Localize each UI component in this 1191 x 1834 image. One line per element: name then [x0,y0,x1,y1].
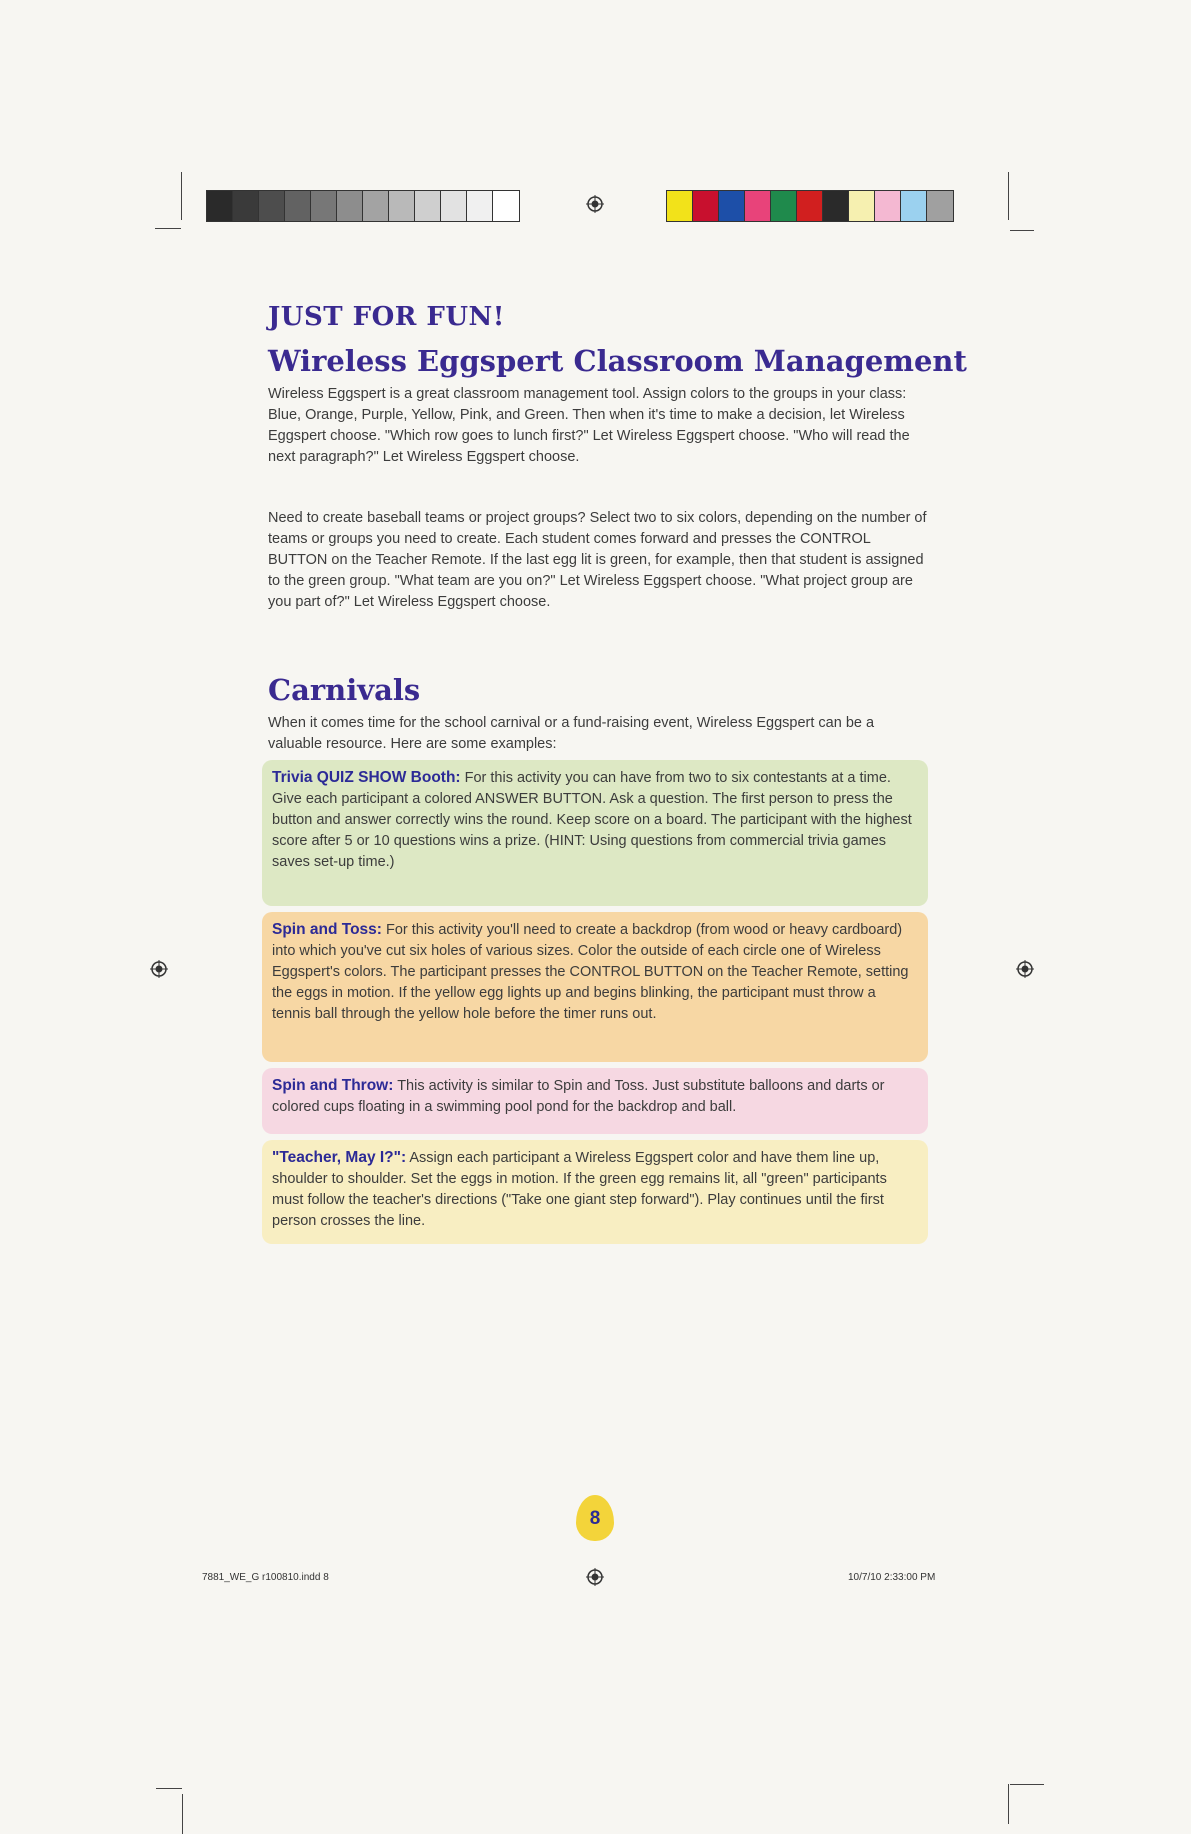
gray-swatch [285,191,311,221]
gray-swatch [415,191,441,221]
crop-mark [1008,172,1009,220]
activity-spin-and-throw [262,1068,928,1134]
activity-text: Assign each participant a Wireless Eggspert color and have them line up, shoulder to shoulder. Set the eggs in motion. If the green egg remains lit, all "green" participants must follow the teacher's directions ("Take one giant step forward"). Play continues until the first person crosses the line. [272,1150,887,1229]
crop-mark [156,1788,182,1789]
color-swatch [823,191,849,221]
color-swatch [667,191,693,221]
registration-target-icon [586,1568,604,1586]
color-swatch [719,191,745,221]
registration-target-icon [1016,960,1034,978]
crop-mark [1010,1784,1044,1785]
activity-text: For this activity you can have from two to six contestants at a time. Give each participant a colored ANSWER BUTTON. Ask a question. The first person to press the button and answer correctly wins the round. Keep score on a board. The participant with the highest score after 5 or 10 questions wins a prize. (HINT: Using questions from commercial trivia games saves set-up time.) [272,770,912,870]
activity-spin-and-toss [262,912,928,1062]
activity-text: For this activity you'll need to create a backdrop (from wood or heavy cardboard) into which you've cut six holes of various sizes. Color the outside of each circle one of Wireless Eggspert's colors. The participant presses the CONTROL BUTTON on the Teacher Remote, setting the eggs in motion. If the yellow egg lights up and begins blinking, the participant must throw a tennis ball through the yellow hole before the timer runs out. [272,922,909,1022]
crop-mark [155,228,181,229]
footer-filename: 7881_WE_G r100810.indd 8 [202,1572,329,1583]
gray-swatch [311,191,337,221]
activity-trivia-quiz-show [262,760,928,906]
gray-swatch [259,191,285,221]
activity-title: Spin and Toss: [272,921,382,938]
color-swatch [693,191,719,221]
gray-swatch [467,191,493,221]
carnivals-intro: When it comes time for the school carnival or a fund-raising event, Wireless Eggspert can be a valuable resource. Here are some examples: [268,715,875,752]
registration-target-icon [586,195,604,213]
registration-target-icon [150,960,168,978]
section-heading-classroom: Wireless Eggspert Classroom Management [268,344,967,378]
crop-mark [1008,1784,1009,1824]
color-swatch [745,191,771,221]
gray-swatch [389,191,415,221]
activity-title: "Teacher, May I?": [272,1149,407,1166]
color-swatch [771,191,797,221]
gray-swatch [441,191,467,221]
gray-swatch [233,191,259,221]
color-swatch [927,191,953,221]
color-bar [666,190,954,222]
section-heading-carnivals: Carnivals [268,673,421,707]
page-number: 8 [576,1495,614,1541]
color-swatch [875,191,901,221]
color-swatch [797,191,823,221]
page-title: JUST FOR FUN! [268,302,505,332]
activity-text: This activity is similar to Spin and Toss. Just substitute balloons and darts or colored cups floating in a swimming pool pond for the backdrop and ball. [272,1078,885,1115]
activity-title: Trivia QUIZ SHOW Booth: [272,769,461,786]
gray-swatch [493,191,519,221]
crop-mark [1010,230,1034,231]
color-swatch [849,191,875,221]
classroom-paragraph-1: Wireless Eggspert is a great classroom management tool. Assign colors to the groups in your class: Blue, Orange, Purple, Yellow, Pink, and Green. Then when it's time to make a decision, let Wireless Eggspert choose. "Which row goes to lunch first?" Let Wireless Eggspert choose. "Who will read the next paragraph?" Let Wireless Eggspert choose. [268,386,910,465]
classroom-paragraph-2: Need to create baseball teams or project groups? Select two to six colors, depending on the number of teams or groups you need to create. Each student comes forward and presses the CONTROL BUTTON on the Teacher Remote. If the last egg lit is green, for example, then that student is assigned to the green group. "What team are you on?" Let Wireless Eggspert choose. "What project group are you part of?" Let Wireless Eggspert choose. [268,510,927,610]
crop-mark [182,1794,183,1834]
activity-teacher-may-i [262,1140,928,1244]
gray-swatch [337,191,363,221]
color-swatch [901,191,927,221]
grayscale-bar [206,190,520,222]
gray-swatch [207,191,233,221]
gray-swatch [363,191,389,221]
activity-title: Spin and Throw: [272,1077,394,1094]
footer-timestamp: 10/7/10 2:33:00 PM [848,1572,936,1583]
crop-mark [181,172,182,220]
